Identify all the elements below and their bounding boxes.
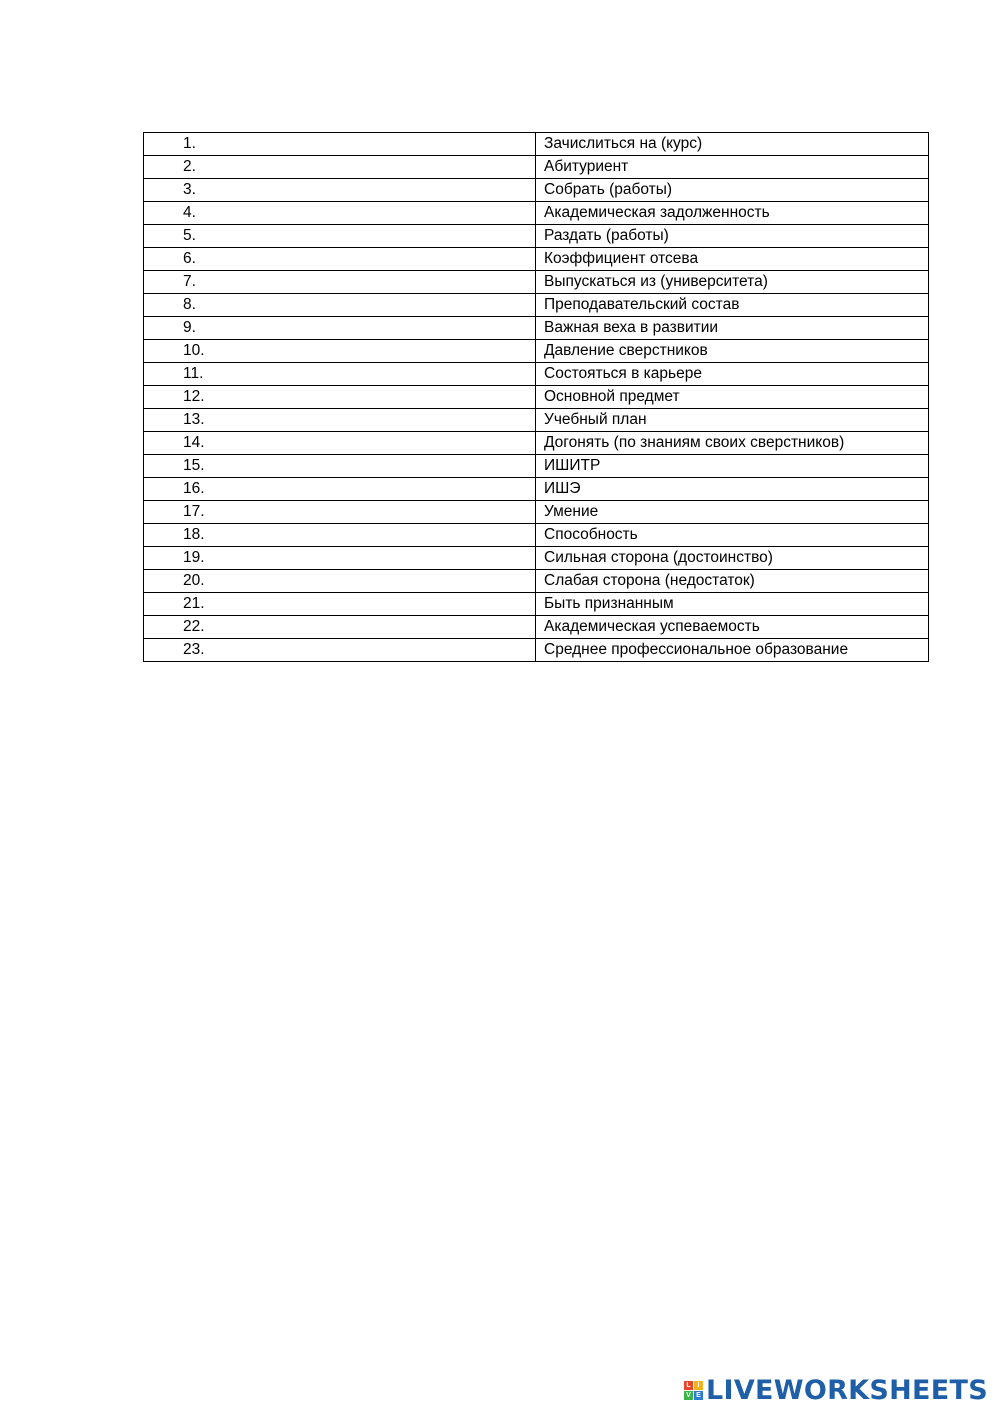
logo-square: V — [684, 1391, 693, 1400]
row-number-cell: 5. — [144, 225, 536, 248]
row-number-cell: 10. — [144, 340, 536, 363]
table-row — [144, 363, 929, 386]
row-number-cell: 22. — [144, 616, 536, 639]
term-cell: Быть признанным — [536, 593, 929, 616]
row-number-cell: 13. — [144, 409, 536, 432]
table-row — [144, 248, 929, 271]
row-number-cell: 17. — [144, 501, 536, 524]
row-number-cell: 23. — [144, 639, 536, 662]
table-row — [144, 386, 929, 409]
table-row — [144, 133, 929, 156]
logo-square: L — [684, 1381, 693, 1390]
row-number-cell: 21. — [144, 593, 536, 616]
row-number-cell: 20. — [144, 570, 536, 593]
term-cell: Академическая задолженность — [536, 202, 929, 225]
term-cell: ИШИТР — [536, 455, 929, 478]
term-cell: Сильная сторона (достоинство) — [536, 547, 929, 570]
table-row — [144, 593, 929, 616]
table-row — [144, 271, 929, 294]
term-cell: Раздать (работы) — [536, 225, 929, 248]
term-cell: Способность — [536, 524, 929, 547]
table-row — [144, 225, 929, 248]
table-row — [144, 547, 929, 570]
term-cell: ИШЭ — [536, 478, 929, 501]
vocabulary-table — [143, 132, 929, 662]
term-cell: Коэффициент отсева — [536, 248, 929, 271]
term-cell: Собрать (работы) — [536, 179, 929, 202]
row-number-cell: 16. — [144, 478, 536, 501]
vocabulary-table-body — [144, 133, 929, 662]
row-number-cell: 11. — [144, 363, 536, 386]
table-row — [144, 524, 929, 547]
term-cell: Умение — [536, 501, 929, 524]
term-cell: Состояться в карьере — [536, 363, 929, 386]
table-row — [144, 317, 929, 340]
term-cell: Догонять (по знаниям своих сверстников) — [536, 432, 929, 455]
table-row — [144, 156, 929, 179]
row-number-cell: 1. — [144, 133, 536, 156]
row-number-cell: 2. — [144, 156, 536, 179]
table-row — [144, 409, 929, 432]
term-cell: Важная веха в развитии — [536, 317, 929, 340]
term-cell: Слабая сторона (недостаток) — [536, 570, 929, 593]
table-row — [144, 202, 929, 225]
row-number-cell: 9. — [144, 317, 536, 340]
term-cell: Давление сверстников — [536, 340, 929, 363]
row-number-cell: 15. — [144, 455, 536, 478]
row-number-cell: 7. — [144, 271, 536, 294]
row-number-cell: 8. — [144, 294, 536, 317]
term-cell: Среднее профессиональное образование — [536, 639, 929, 662]
table-row — [144, 294, 929, 317]
term-cell: Зачислиться на (курс) — [536, 133, 929, 156]
row-number-cell: 14. — [144, 432, 536, 455]
row-number-cell: 4. — [144, 202, 536, 225]
table-row — [144, 501, 929, 524]
brand-name: LIVEWORKSHEETS — [705, 1374, 988, 1406]
table-row — [144, 639, 929, 662]
table-row — [144, 616, 929, 639]
logo-square: E — [694, 1391, 703, 1400]
row-number-cell: 19. — [144, 547, 536, 570]
row-number-cell: 12. — [144, 386, 536, 409]
table-row — [144, 432, 929, 455]
table-row — [144, 478, 929, 501]
liveworksheets-brand — [684, 1372, 988, 1408]
term-cell: Основной предмет — [536, 386, 929, 409]
term-cell: Академическая успеваемость — [536, 616, 929, 639]
row-number-cell: 18. — [144, 524, 536, 547]
term-cell: Учебный план — [536, 409, 929, 432]
liveworksheets-logo-icon — [684, 1381, 703, 1400]
table-row — [144, 455, 929, 478]
term-cell: Преподавательский состав — [536, 294, 929, 317]
table-row — [144, 179, 929, 202]
row-number-cell: 3. — [144, 179, 536, 202]
term-cell: Выпускаться из (университета) — [536, 271, 929, 294]
row-number-cell: 6. — [144, 248, 536, 271]
term-cell: Абитуриент — [536, 156, 929, 179]
table-row — [144, 570, 929, 593]
table-row — [144, 340, 929, 363]
logo-square: I — [694, 1381, 703, 1390]
